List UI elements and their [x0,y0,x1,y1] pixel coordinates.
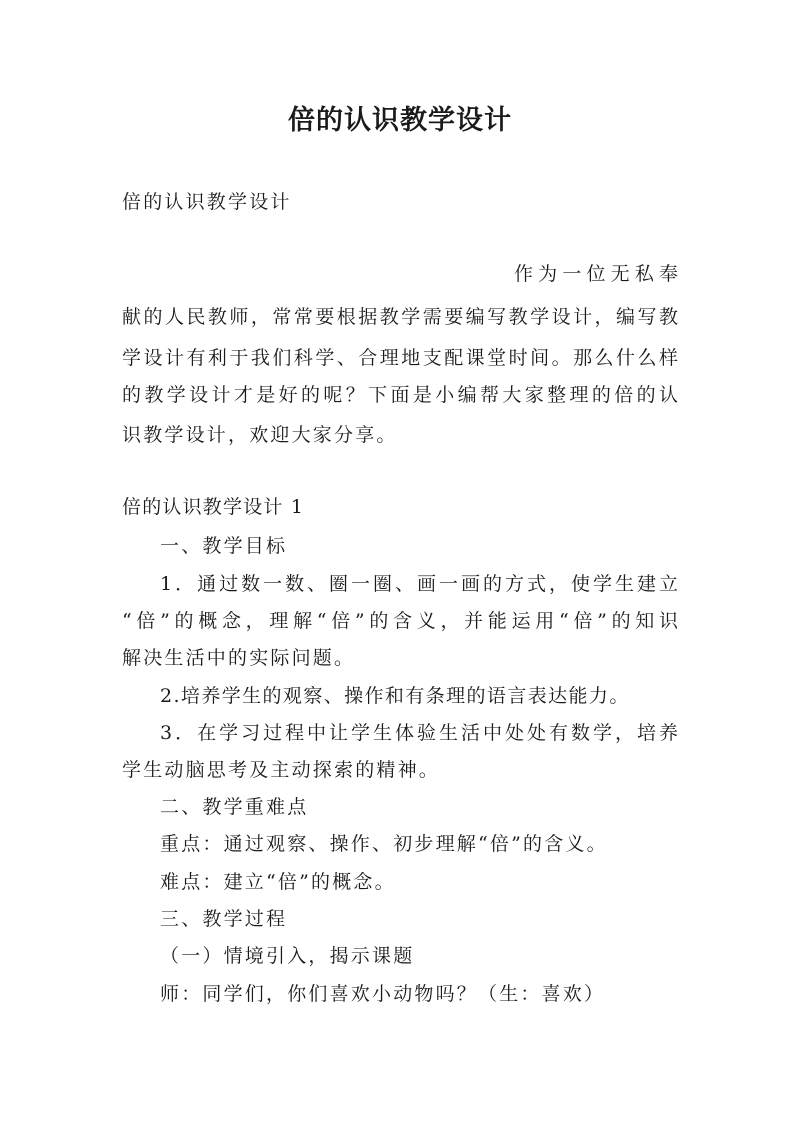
objective-2: 2.培养学生的观察、操作和有条理的语言表达能力。 [160,685,630,707]
objective-3-line-2: 学生动脑思考及主动探索的精神。 [122,759,441,781]
section-heading: 倍的认识教学设计 1 [122,496,305,518]
intro-line-3: 学设计有利于我们科学、合理地支配课堂时间。那么什么样 [122,347,678,369]
key-point: 重点：通过观察、操作、初步理解“倍”的含义。 [160,833,608,855]
intro-line-1: 作为一位无私奉 [514,263,678,285]
objective-1-line-2: “倍”的概念，理解“倍”的含义，并能运用“倍”的知识 [122,610,678,632]
intro-line-2: 献的人民教师，常常要根据教学需要编写教学设计，编写教 [122,306,678,328]
difficult-point: 难点：建立“倍”的概念。 [160,871,396,893]
objective-1-line-1: 1．通过数一数、圈一圈、画一画的方式，使学生建立 [160,573,678,595]
intro-line-4: 的教学设计才是好的呢？下面是小编帮大家整理的倍的认 [122,384,678,406]
process-step-1: （一）情境引入，揭示课题 [160,945,415,967]
document-subtitle: 倍的认识教学设计 [122,191,292,213]
objective-3-line-1: 3．在学习过程中让学生体验生活中处处有数学，培养 [160,722,678,744]
objective-1-line-3: 解决生活中的实际问题。 [122,647,356,669]
dialogue-line: 师：同学们，你们喜欢小动物吗？（生：喜欢） [160,983,606,1005]
objectives-heading: 一、教学目标 [160,535,288,557]
key-points-heading: 二、教学重难点 [160,796,309,818]
intro-line-5: 识教学设计，欢迎大家分享。 [122,424,398,446]
process-heading: 三、教学过程 [160,908,288,930]
document-title: 倍的认识教学设计 [288,105,512,136]
